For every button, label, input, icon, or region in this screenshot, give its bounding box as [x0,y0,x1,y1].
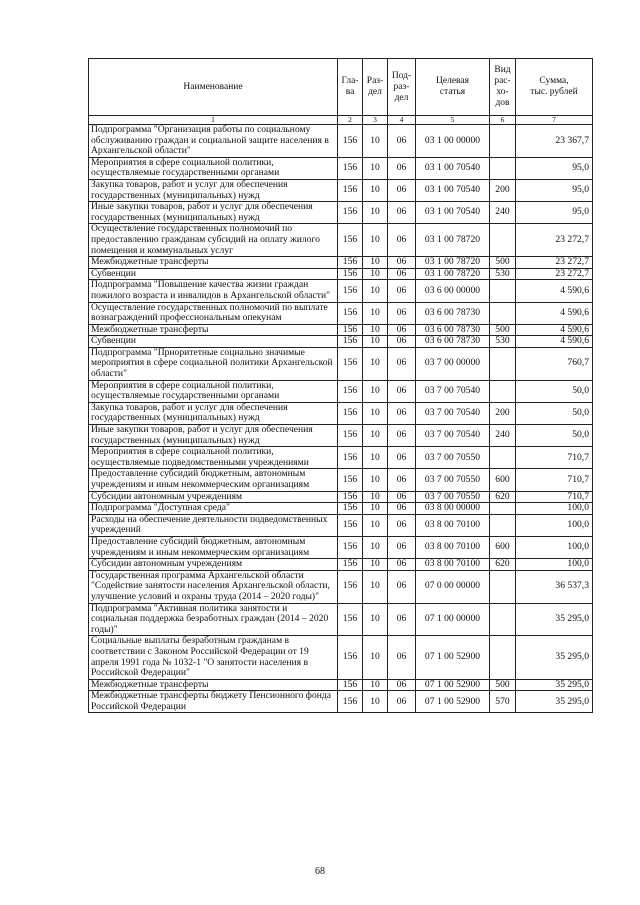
row-razdel: 10 [363,157,388,179]
row-glava: 156 [338,691,363,713]
row-podrazdel: 06 [388,324,416,336]
header-sum: Сумма, тыс. рублей [516,59,593,116]
row-sum: 100,0 [516,559,593,571]
row-razdel: 10 [363,324,388,336]
row-expense-type: 600 [490,536,516,558]
row-razdel: 10 [363,570,388,603]
row-sum: 760,7 [516,347,593,380]
row-expense-type [490,224,516,257]
row-razdel: 10 [363,257,388,269]
table-row [89,336,593,348]
row-name: Закупка товаров, работ и услуг для обеспечения государственных (муниципальных) нужд [89,402,338,424]
row-expense-type [490,570,516,603]
page-number: 68 [315,866,325,877]
header-target: Целевая статья [416,59,490,116]
table-row [89,691,593,713]
row-target-article: 03 6 00 78730 [416,336,490,348]
column-number: 4 [388,116,416,125]
row-name: Субсидии автономным учреждениям [89,559,338,571]
row-sum: 36 537,3 [516,570,593,603]
row-sum: 710,7 [516,447,593,469]
row-expense-type [490,636,516,679]
row-expense-type: 570 [490,691,516,713]
row-podrazdel: 06 [388,257,416,269]
row-podrazdel: 06 [388,402,416,424]
row-sum: 35 295,0 [516,603,593,636]
row-target-article: 03 8 00 70100 [416,514,490,536]
row-target-article: 03 8 00 70100 [416,536,490,558]
row-podrazdel: 06 [388,157,416,179]
table-row [89,603,593,636]
row-sum: 35 295,0 [516,679,593,691]
table-row [89,514,593,536]
row-target-article: 03 1 00 00000 [416,125,490,158]
row-razdel: 10 [363,469,388,491]
row-target-article: 03 1 00 70540 [416,157,490,179]
row-podrazdel: 06 [388,425,416,447]
table-row [89,268,593,280]
row-expense-type: 200 [490,402,516,424]
row-sum: 35 295,0 [516,636,593,679]
row-name: Подпрограмма "Активная политика занятости и социальная поддержка безработных граждан (2014 – 2020 годы)" [89,603,338,636]
table-row [89,302,593,324]
row-razdel: 10 [363,447,388,469]
row-target-article: 03 7 00 00000 [416,347,490,380]
table-body [89,125,593,713]
row-glava: 156 [338,570,363,603]
row-target-article: 03 6 00 00000 [416,280,490,302]
row-sum: 23 272,7 [516,224,593,257]
row-expense-type: 240 [490,202,516,224]
row-expense-type [490,347,516,380]
column-number: 2 [338,116,363,125]
row-podrazdel: 06 [388,302,416,324]
header-razdel: Раз- дел [363,59,388,116]
row-sum: 4 590,6 [516,280,593,302]
row-glava: 156 [338,268,363,280]
row-razdel: 10 [363,425,388,447]
table-row [89,570,593,603]
row-razdel: 10 [363,491,388,503]
row-sum: 23 367,7 [516,125,593,158]
row-name: Расходы на обеспечение деятельности подведомственных учреждений [89,514,338,536]
row-podrazdel: 06 [388,347,416,380]
row-podrazdel: 06 [388,268,416,280]
row-glava: 156 [338,469,363,491]
row-podrazdel: 06 [388,202,416,224]
row-podrazdel: 06 [388,179,416,201]
row-name: Межбюджетные трансферты [89,257,338,269]
row-expense-type [490,302,516,324]
row-expense-type [490,280,516,302]
row-name: Межбюджетные трансферты [89,679,338,691]
column-number: 1 [89,116,338,125]
row-expense-type [490,380,516,402]
row-target-article: 03 7 00 70550 [416,469,490,491]
header-vid: Вид рас- хо- дов [490,59,516,116]
table-row [89,347,593,380]
row-podrazdel: 06 [388,380,416,402]
row-sum: 50,0 [516,402,593,424]
row-target-article: 03 6 00 78730 [416,302,490,324]
row-podrazdel: 06 [388,691,416,713]
row-expense-type: 600 [490,469,516,491]
row-expense-type: 500 [490,679,516,691]
row-target-article: 07 1 00 00000 [416,603,490,636]
row-podrazdel: 06 [388,536,416,558]
row-glava: 156 [338,603,363,636]
table-row [89,447,593,469]
row-target-article: 07 0 00 00000 [416,570,490,603]
row-target-article: 03 8 00 70100 [416,559,490,571]
row-podrazdel: 06 [388,469,416,491]
row-expense-type [490,503,516,515]
row-sum: 23 272,7 [516,268,593,280]
column-number: 5 [416,116,490,125]
row-podrazdel: 06 [388,559,416,571]
row-sum: 710,7 [516,469,593,491]
row-expense-type [490,125,516,158]
table-row [89,179,593,201]
row-name: Мероприятия в сфере социальной политики, осуществляемые государственными органами [89,380,338,402]
table-row [89,536,593,558]
row-razdel: 10 [363,302,388,324]
row-target-article: 07 1 00 52900 [416,691,490,713]
row-glava: 156 [338,280,363,302]
table-row [89,503,593,515]
row-glava: 156 [338,336,363,348]
row-glava: 156 [338,491,363,503]
row-podrazdel: 06 [388,603,416,636]
column-number: 7 [516,116,593,125]
row-razdel: 10 [363,268,388,280]
row-podrazdel: 06 [388,570,416,603]
row-target-article: 03 7 00 70550 [416,447,490,469]
row-expense-type: 240 [490,425,516,447]
row-expense-type [490,447,516,469]
row-podrazdel: 06 [388,514,416,536]
row-name: Межбюджетные трансферты бюджету Пенсионного фонда Российской Федерации [89,691,338,713]
row-target-article: 03 1 00 70540 [416,179,490,201]
row-sum: 95,0 [516,157,593,179]
row-razdel: 10 [363,514,388,536]
table-row [89,679,593,691]
row-expense-type [490,514,516,536]
row-expense-type: 500 [490,257,516,269]
row-name: Подпрограмма "Доступная среда" [89,503,338,515]
row-sum: 100,0 [516,503,593,515]
row-target-article: 03 6 00 78730 [416,324,490,336]
table-row [89,425,593,447]
row-sum: 50,0 [516,425,593,447]
row-sum: 100,0 [516,536,593,558]
row-name: Иные закупки товаров, работ и услуг для обеспечения государственных (муниципальных) нужд [89,425,338,447]
row-target-article: 07 1 00 52900 [416,636,490,679]
row-glava: 156 [338,347,363,380]
row-expense-type [490,157,516,179]
row-glava: 156 [338,324,363,336]
row-glava: 156 [338,447,363,469]
table-row [89,402,593,424]
budget-table [88,58,593,713]
row-podrazdel: 06 [388,491,416,503]
row-expense-type: 530 [490,268,516,280]
row-razdel: 10 [363,336,388,348]
row-razdel: 10 [363,691,388,713]
row-expense-type: 200 [490,179,516,201]
row-podrazdel: 06 [388,125,416,158]
row-name: Мероприятия в сфере социальной политики, осуществляемые государственными органами [89,157,338,179]
table-row [89,324,593,336]
row-name: Субвенции [89,268,338,280]
row-razdel: 10 [363,402,388,424]
row-name: Иные закупки товаров, работ и услуг для обеспечения государственных (муниципальных) нужд [89,202,338,224]
row-sum: 35 295,0 [516,691,593,713]
row-name: Подпрограмма "Приоритетные социально значимые мероприятия в сфере социальной политики Архангельской области" [89,347,338,380]
table-row [89,380,593,402]
row-target-article: 03 7 00 70540 [416,380,490,402]
table-row [89,224,593,257]
row-name: Подпрограмма "Повышение качества жизни граждан пожилого возраста и инвалидов в Архангельской области" [89,280,338,302]
row-target-article: 03 1 00 78720 [416,257,490,269]
row-glava: 156 [338,679,363,691]
row-razdel: 10 [363,679,388,691]
row-name: Субсидии автономным учреждениям [89,491,338,503]
table-row [89,280,593,302]
row-razdel: 10 [363,536,388,558]
row-glava: 156 [338,514,363,536]
row-glava: 156 [338,302,363,324]
row-glava: 156 [338,425,363,447]
row-razdel: 10 [363,503,388,515]
row-target-article: 03 8 00 00000 [416,503,490,515]
row-glava: 156 [338,179,363,201]
row-target-article: 03 1 00 78720 [416,224,490,257]
row-razdel: 10 [363,179,388,201]
row-expense-type: 530 [490,336,516,348]
column-number: 3 [363,116,388,125]
row-podrazdel: 06 [388,447,416,469]
table-row [89,202,593,224]
row-expense-type: 500 [490,324,516,336]
row-glava: 156 [338,157,363,179]
row-name: Государственная программа Архангельской области "Содействие занятости населения Архангельской области, улучшение условий и охраны труда (2014 – 2020 годы)" [89,570,338,603]
row-glava: 156 [338,224,363,257]
table-row [89,559,593,571]
row-podrazdel: 06 [388,280,416,302]
table-row [89,469,593,491]
header-podrazdel: Под- раз- дел [388,59,416,116]
row-glava: 156 [338,125,363,158]
row-sum: 50,0 [516,380,593,402]
row-name: Субвенции [89,336,338,348]
row-name: Предоставление субсидий бюджетным, автономным учреждениям и иным некоммерческим организациям [89,536,338,558]
row-target-article: 03 1 00 78720 [416,268,490,280]
row-target-article: 03 7 00 70540 [416,402,490,424]
row-razdel: 10 [363,559,388,571]
row-podrazdel: 06 [388,224,416,257]
table-row [89,257,593,269]
row-razdel: 10 [363,280,388,302]
row-expense-type [490,603,516,636]
row-sum: 95,0 [516,202,593,224]
row-podrazdel: 06 [388,503,416,515]
row-podrazdel: 06 [388,679,416,691]
row-glava: 156 [338,257,363,269]
row-razdel: 10 [363,380,388,402]
table-row [89,491,593,503]
row-razdel: 10 [363,603,388,636]
budget-table-page [88,58,592,713]
row-glava: 156 [338,636,363,679]
row-expense-type: 620 [490,559,516,571]
row-target-article: 03 1 00 70540 [416,202,490,224]
row-target-article: 03 7 00 70540 [416,425,490,447]
column-number: 6 [490,116,516,125]
row-glava: 156 [338,380,363,402]
row-target-article: 07 1 00 52900 [416,679,490,691]
row-razdel: 10 [363,636,388,679]
row-target-article: 03 7 00 70550 [416,491,490,503]
row-glava: 156 [338,559,363,571]
table-row [89,157,593,179]
row-sum: 23 272,7 [516,257,593,269]
row-sum: 710,7 [516,491,593,503]
row-razdel: 10 [363,224,388,257]
table-row [89,636,593,679]
row-glava: 156 [338,536,363,558]
row-sum: 4 590,6 [516,302,593,324]
row-name: Социальные выплаты безработным гражданам в соответствии с Законом Российской Федерации от 19 апреля 1991 года № 1032-1 "О занятости населения в Российской Федерации" [89,636,338,679]
row-glava: 156 [338,202,363,224]
row-podrazdel: 06 [388,636,416,679]
row-expense-type: 620 [490,491,516,503]
row-name: Межбюджетные трансферты [89,324,338,336]
row-sum: 4 590,6 [516,324,593,336]
row-sum: 100,0 [516,514,593,536]
row-glava: 156 [338,402,363,424]
row-razdel: 10 [363,347,388,380]
row-name: Закупка товаров, работ и услуг для обеспечения государственных (муниципальных) нужд [89,179,338,201]
table-header-row [89,59,593,116]
header-name: Наименование [89,59,338,116]
row-sum: 4 590,6 [516,336,593,348]
row-name: Подпрограмма "Организация работы по социальному обслуживанию граждан и социальной защите населения в Архангельской области" [89,125,338,158]
row-name: Осуществление государственных полномочий по выплате вознаграждений профессиональным опекунам [89,302,338,324]
row-glava: 156 [338,503,363,515]
table-row [89,125,593,158]
row-razdel: 10 [363,202,388,224]
row-sum: 95,0 [516,179,593,201]
row-razdel: 10 [363,125,388,158]
row-name: Мероприятия в сфере социальной политики, осуществляемые подведомственными учреждениями [89,447,338,469]
row-podrazdel: 06 [388,336,416,348]
row-name: Предоставление субсидий бюджетным, автономным учреждениям и иным некоммерческим организациям [89,469,338,491]
row-name: Осуществление государственных полномочий по предоставлению гражданам субсидий на оплату жилого помещения и коммунальных услуг [89,224,338,257]
header-glava: Гла- ва [338,59,363,116]
